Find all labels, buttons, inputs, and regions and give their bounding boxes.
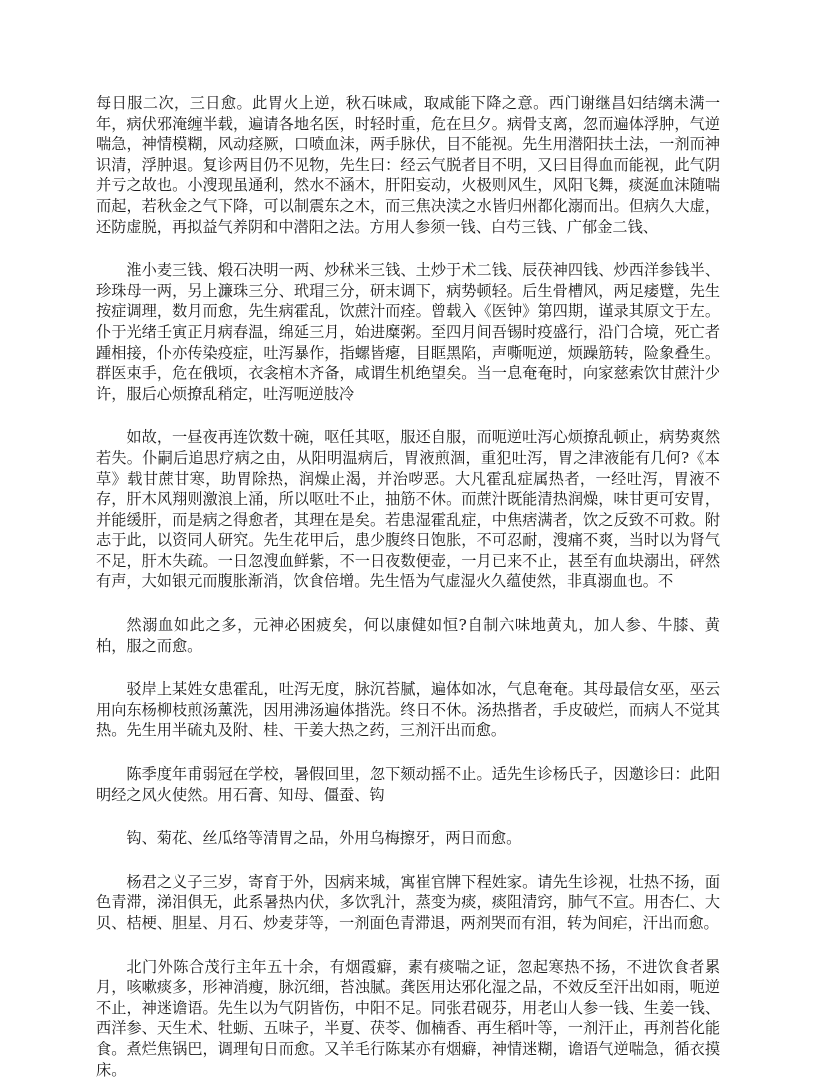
paragraph-gap [96, 849, 720, 872]
paragraph-gap [96, 237, 720, 260]
paragraph-5: 驳岸上某姓女患霍乱，吐泻无度，脉沉苔腻，遍体如冰，气息奄奄。其母最信女巫，巫云用向东杨柳枝煎汤薰洗，因用沸汤遍体揩洗。终日不休。汤热揩者，手皮破烂，而病人不觉其热。先生用半硫丸及附、桂、干姜大热之药，三剂汗出而愈。 [96, 680, 720, 740]
paragraph-6: 陈季度年甫弱冠在学校，暑假回里，忽下颏动摇不止。适先生诊杨氏子，因邀诊曰：此阳明经之风火使然。用石膏、知母、僵蚕、钩 [96, 765, 720, 804]
paragraph-4: 然溺血如此之多，元神必困疲矣，何以康健如恒?自制六味地黄丸，加人参、牛膝、黄柏，服之而愈。 [96, 616, 720, 655]
paragraph-gap [96, 934, 720, 957]
paragraph-1: 每日服二次，三日愈。此胃火上逆，秋石味咸，取咸能下降之意。西门谢继昌妇结缡未满一年，病伏邪淹缠半载，遍请各地名医，时轻时重，危在旦夕。病骨支离，忽而遍体浮肿，气逆喘急，神情模糊，风动痉厥，口喷血沫，两手脉伏，目不能视。先生用潜阳扶土法，一剂而神识清，浮肿退。复诊两目仍不见物，先生曰：经云气脱者目不明，又曰目得血而能视，此气阴并亏之故也。小溲现虽通利，然水不涵木，肝阳妄动，火极则风生，风阳飞舞，痰涎血沫随喘而起，若秋金之气下降，可以制震东之木，而三焦决渎之水皆归州都化溺而出。但病久大虚，还防虚脱，再拟益气养阴和中潜阳之法。方用人参须一钱、白芍三钱、广郁金二钱、 [96, 94, 720, 236]
paragraph-gap [96, 404, 720, 427]
paragraph-gap [96, 656, 720, 679]
paragraph-3: 如故，一昼夜再连饮数十碗，呕任其呕，服还自服，而呃逆吐泻心烦撩乱顿止，病势爽然若失。仆嗣后追思疗病之由，从阳明温病后，胃液煎涸，重犯吐泻，胃之津液能有几何?《本草》载甘蔗甘寒，助胃除热，润燥止渴，并治哕恶。大凡霍乱症属热者，一经吐泻，胃液不存，肝木风翔则激浪上涌，所以呕吐不止，抽筋不休。而蔗汁既能清热润燥，味甘更可安胃，并能缓肝，而是病之得愈者，其理在是矣。若患湿霍乱症，中焦痞满者，饮之反致不可救。附志于此，以资同人研究。先生花甲后，患少腹终日饱胀，不可忍耐，溲痛不爽，当时以为肾气不足，肝木失疏。一日忽溲血鲜紫，不一日夜数便壶，一月已来不止，甚至有血块溺出，砰然有声，大如银元而腹胀渐消，饮食倍增。先生悟为气虚湿火久蕴使然，非真溺血也。不 [96, 428, 720, 591]
paragraph-7: 钩、菊花、丝瓜络等清胃之品，外用乌梅擦牙，两日而愈。 [126, 829, 522, 848]
paragraph-9: 北门外陈合茂行主年五十余，有烟霞癖，素有痰喘之证，忽起寒热不扬，不进饮食者累月，咳嗽痰多，形神消瘦，脉沉细，苔浊腻。龚医用达邪化湿之品，不效反至汗出如雨，呃逆不止，神迷谵语。先生以为气阴皆伤，中阳不足。同张君砚芬，用老山人参一钱、生姜一钱、西洋参、天生术、牡蛎、五味子，半夏、茯苓、伽楠香、再生稻叶等，一剂汗止，再剂苔化能食。煮烂焦锅巴，调理旬日而愈。又羊毛行陈某亦有烟癖，神情迷糊，谵语气逆喘急，循衣摸床。 [96, 957, 720, 1079]
paragraph-gap [96, 805, 720, 828]
paragraph-2: 淮小麦三钱、煅石决明一两、炒秫米三钱、土炒于术二钱、辰茯神四钱、炒西洋参钱半、珍珠母一两，另上濂珠三分、玳瑁三分，研末调下，病势顿轻。后生骨槽风，两足痿躄，先生按症调理，数月而愈，先生病霍乱，饮蔗汁而痊。曾载入《医钟》第四期，谨录其原文于左。仆于光绪壬寅正月病春温，绵延三月，始进糜粥。至四月间吾锡时疫盛行，沿门合境，死亡者踵相接，仆亦传染疫症，吐泻暴作，指螺皆瘪，目眶黑陷，声嘶呃逆，烦躁筋转，险象叠生。群医束手，危在俄顷，衣衾棺木齐备，咸谓生机绝望矣。当一息奄奄时，向家慈索饮甘蔗汁少许，服后心烦撩乱稍定，吐泻呃逆肢冷 [96, 261, 720, 403]
paragraph-gap [96, 741, 720, 764]
paragraph-gap [96, 592, 720, 615]
paragraph-8: 杨君之义子三岁，寄育于外，因病来城，寓崔官牌下程姓家。请先生诊视，壮热不扬，面色青滞，涕泪俱无，此系暑热内伏，多饮乳汁，蒸变为痰，痰阻清窍，肺气不宣。用杏仁、大贝、桔梗、胆星、月石、炒麦芽等，一剂面色青滞退，两剂哭而有泪，转为间疟，汗出而愈。 [96, 872, 720, 932]
document-body [96, 93, 720, 1080]
